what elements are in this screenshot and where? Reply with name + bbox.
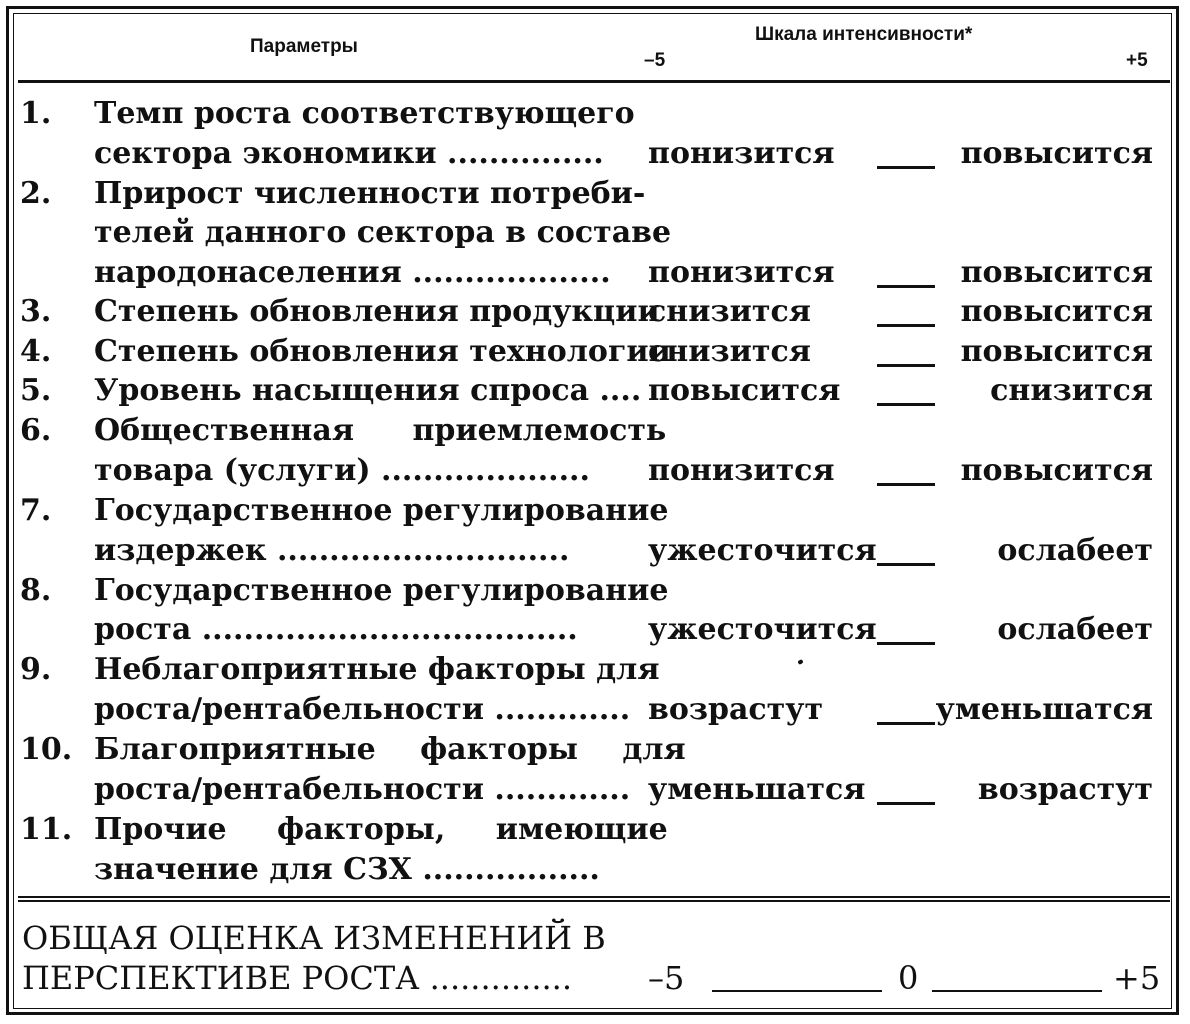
- row-2-number: 2.: [20, 176, 52, 211]
- row-2-low: понизится: [648, 255, 835, 290]
- row-1-line-1-text: Темп роста соответствующего: [94, 96, 635, 131]
- row-8-number: 8.: [20, 573, 52, 608]
- scale-min-header: –5: [644, 50, 666, 71]
- row-11-number: 11.: [20, 812, 73, 847]
- row-5-number: 5.: [20, 373, 52, 408]
- row-6-line-1: Общественная приемлемость: [94, 413, 667, 448]
- row-7-high: ослабеет: [997, 533, 1153, 568]
- row-1-low: понизится: [648, 136, 835, 171]
- summary-rule-bottom: [18, 900, 1170, 902]
- row-2-high: повысится: [960, 255, 1153, 290]
- summary-min: –5: [648, 959, 685, 997]
- row-6-low: понизится: [648, 453, 835, 488]
- row-6-line-2: товара (услуги) ....................: [94, 453, 590, 488]
- row-3-number: 3.: [20, 294, 52, 329]
- row-7-line-1: Государственное регулирование: [94, 493, 669, 528]
- scale-max-header: +5: [1126, 50, 1148, 71]
- row-4-number: 4.: [20, 334, 52, 369]
- row-9-high: уменьшатся: [935, 692, 1153, 727]
- row-11-line-2: значение для СЗХ .................: [94, 852, 600, 887]
- summary-line-1: ОБЩАЯ ОЦЕНКА ИЗМЕНЕНИЙ В: [22, 919, 606, 957]
- row-4-high: повысится: [960, 334, 1153, 369]
- row-10-number: 10.: [20, 732, 73, 767]
- row-8-low: ужесточится: [648, 612, 877, 647]
- row-9-blank: [877, 722, 935, 725]
- row-2-line-1: Прирост численности потреби-: [94, 176, 646, 211]
- row-9-low: возрастут: [648, 692, 824, 727]
- row-4-blank: [877, 364, 935, 367]
- row-2-line-2: телей данного сектора в составе: [94, 215, 672, 250]
- row-5-low: повысится: [648, 373, 841, 408]
- row-3-line-1: Степень обновления продукции: [94, 294, 660, 329]
- row-7-number: 7.: [20, 493, 52, 528]
- row-6-number: 6.: [20, 413, 52, 448]
- row-1-high: повысится: [960, 136, 1153, 171]
- row-10-low: уменьшатся: [648, 772, 866, 807]
- row-1-line-1: [94, 94, 635, 134]
- row-3-blank: [877, 324, 935, 327]
- row-1-number: 1.: [20, 96, 52, 131]
- row-9-number: 9.: [20, 652, 52, 687]
- summary-max: +5: [1113, 959, 1161, 997]
- summary-mid: 0: [898, 959, 919, 997]
- row-10-line-2: роста/рентабельности .............: [94, 772, 631, 807]
- row-3-low: снизится: [648, 294, 811, 329]
- row-2-blank: [877, 285, 935, 288]
- row-1-blank: [877, 166, 935, 169]
- row-7-line-2: издержек ............................: [94, 533, 570, 568]
- row-10-line-1: Благоприятные факторы для: [94, 732, 686, 767]
- summary-blank-1: [712, 990, 882, 992]
- row-5-line-1: Уровень насыщения спроса ....: [94, 373, 642, 408]
- row-2-line-3: народонаселения ...................: [94, 255, 611, 290]
- row-8-line-1: Государственное регулирование: [94, 573, 669, 608]
- row-10-high: возрастут: [977, 772, 1153, 807]
- row-6-blank: [877, 483, 935, 486]
- row-4-low: снизится: [648, 334, 811, 369]
- row-8-line-2: роста ....................................: [94, 612, 578, 647]
- row-5-high: снизится: [990, 373, 1153, 408]
- row-11-line-1: Прочие факторы, имеющие: [94, 812, 668, 847]
- row-6-high: повысится: [960, 453, 1153, 488]
- row-10-blank: [877, 802, 935, 805]
- row-7-blank: [877, 563, 935, 566]
- row-8-high: ослабеет: [997, 612, 1153, 647]
- row-9-line-1: Неблагоприятные факторы для: [94, 652, 660, 687]
- row-8-blank: [877, 642, 935, 645]
- row-1-line-2: сектора экономики ...............: [94, 136, 604, 171]
- row-9-line-2: роста/рентабельности .............: [94, 692, 631, 727]
- summary-line-2: ПЕРСПЕКТИВЕ РОСТА ..............: [22, 959, 573, 997]
- row-5-blank: [877, 403, 935, 406]
- summary-rule-top: [18, 896, 1170, 898]
- row-4-line-1: Степень обновления технологии: [94, 334, 671, 369]
- row-7-low: ужесточится: [648, 533, 877, 568]
- params-header: Параметры: [250, 36, 358, 57]
- header-rule: [18, 80, 1170, 83]
- summary-blank-2: [932, 990, 1102, 992]
- row-3-high: повысится: [960, 294, 1153, 329]
- scale-header: Шкала интенсивности*: [755, 24, 973, 45]
